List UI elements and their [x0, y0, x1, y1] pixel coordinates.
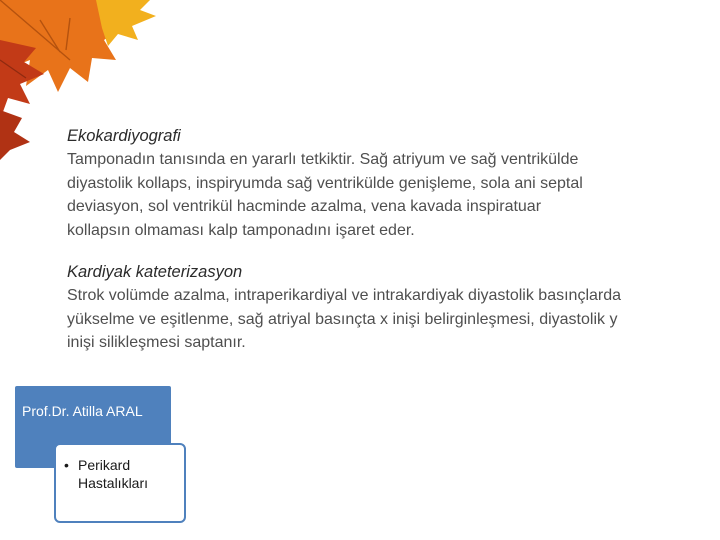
topic-label: Perikard Hastalıkları [78, 457, 149, 491]
topic-item [64, 456, 174, 492]
section-body-kardiyak-kateterizasyon: Strok volümde azalma, intraperikardiyal ve intrakardiyak diyastolik basınçlarda yükselme ve eşitlenme, sağ atriyal basınçta x inişi belirginleşmesi, diyastolik y inişi silikleşmesi saptanır. [67, 287, 622, 351]
content [67, 125, 667, 355]
section-heading-ekokardiyografi: Ekokardiyografi [67, 127, 181, 145]
section-gap [67, 242, 667, 261]
author-name: Prof.Dr. Atilla ARAL [22, 403, 143, 419]
section-body-ekokardiyografi: Tamponadın tanısında en yararlı tetkiktir. Sağ atriyum ve sağ ventrikülde diyastolik kollaps, inspiryumda sağ ventrikülde genişleme, sola ani septal deviasyon, sol ventrikül hacminde azalma, vena kavada inspiratuar kollapsın olmaması kalp tamponadını işaret eder. [67, 151, 583, 239]
bullet-icon: • [64, 457, 69, 473]
section-heading-kardiyak-kateterizasyon: Kardiyak kateterizasyon [67, 263, 243, 281]
